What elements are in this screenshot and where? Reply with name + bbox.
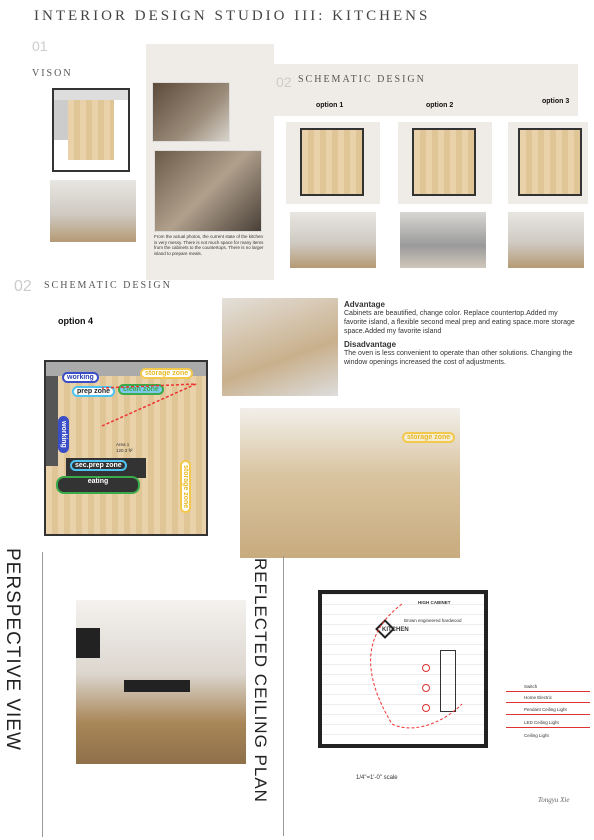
zone-working: working	[62, 372, 99, 383]
perspective-label: PERSPECTIVE VIEW	[2, 548, 23, 751]
page-title: INTERIOR DESIGN STUDIO III: KITCHENS	[34, 8, 431, 24]
rcp-legend	[506, 682, 590, 746]
zone-storage: storage zone	[140, 368, 193, 379]
option-3-render	[508, 212, 584, 268]
zone-storage-2: storage zone	[180, 460, 191, 513]
legend-switch: Switch	[524, 684, 538, 689]
legend-home-electric: Home Electric	[524, 695, 553, 700]
disadvantage-title: Disadvantage	[344, 340, 397, 349]
option-4-render-2	[240, 408, 460, 558]
legend-led: LED Ceiling Light	[524, 720, 559, 725]
legend-pendant: Pendant Ceiling Light	[524, 707, 567, 712]
section-label: SCHEMATIC DESIGN	[44, 280, 172, 291]
zone-prep: prep zone	[72, 386, 115, 397]
area-label: Area 1	[116, 442, 130, 447]
work-triangle	[100, 378, 200, 430]
option-1-label: option 1	[316, 102, 344, 109]
rcp-cabinet: HIGH CABINET	[418, 600, 451, 605]
vision-floor-plan	[52, 88, 130, 172]
disadvantage-text: The oven is less convenient to operate than other solutions. Changing the window openings increased the cost of adjustments.	[344, 350, 573, 366]
rcp-scale: 1/4"=1'-0" scale	[356, 775, 398, 781]
option-2-plan	[412, 128, 476, 196]
zone-sec-prep: sec.prep zone	[70, 460, 127, 471]
photos-panel	[146, 44, 274, 280]
section-number: 02	[14, 278, 32, 295]
zone-eating: eating	[56, 476, 140, 494]
zone-clean: clean zone	[118, 384, 164, 395]
option-1-render	[290, 212, 376, 268]
rcp-floor-note: Brown engineered hardwood	[404, 618, 462, 623]
advantage-title: Advantage	[344, 300, 385, 309]
perspective-render	[76, 600, 246, 764]
option-4-label: option 4	[58, 316, 93, 326]
vision-render	[50, 180, 136, 242]
option-3-plan	[518, 128, 582, 196]
section-label: VISON	[32, 68, 73, 79]
option-4-render-1	[222, 298, 338, 396]
area-value: 120.3 ft²	[116, 448, 133, 453]
section-number: 01	[32, 38, 48, 54]
vision-caption: From the actual photos, the current state of the kitchen is very messy. There is not much space for many items from the cabinets to the countertops. There is no larger island to prepare meals.	[154, 234, 264, 256]
zone-working-2: working	[58, 416, 69, 453]
advantage-text: Cabinets are beautified, change color. Replace countertop.Added my favorite island, a flexible second meal prep and eating space.more storage space.Added my favorite island	[344, 310, 575, 335]
zone-storage-3: storage zone	[402, 432, 455, 443]
section-label: SCHEMATIC DESIGN	[298, 74, 426, 85]
section-number: 02	[276, 74, 292, 90]
option-2-render	[400, 212, 486, 268]
rcp-kitchen: KITCHEN	[382, 627, 409, 633]
option-1-plan	[300, 128, 364, 196]
option-2-label: option 2	[426, 102, 454, 109]
rcp-plan	[318, 590, 488, 748]
option-3-label: option 3	[542, 98, 570, 105]
rcp-label: REFLECTED CEILING PLAN	[251, 558, 270, 803]
legend-ceiling: Ceiling Light	[524, 733, 549, 738]
signature: Tongyu Xie	[538, 796, 570, 804]
